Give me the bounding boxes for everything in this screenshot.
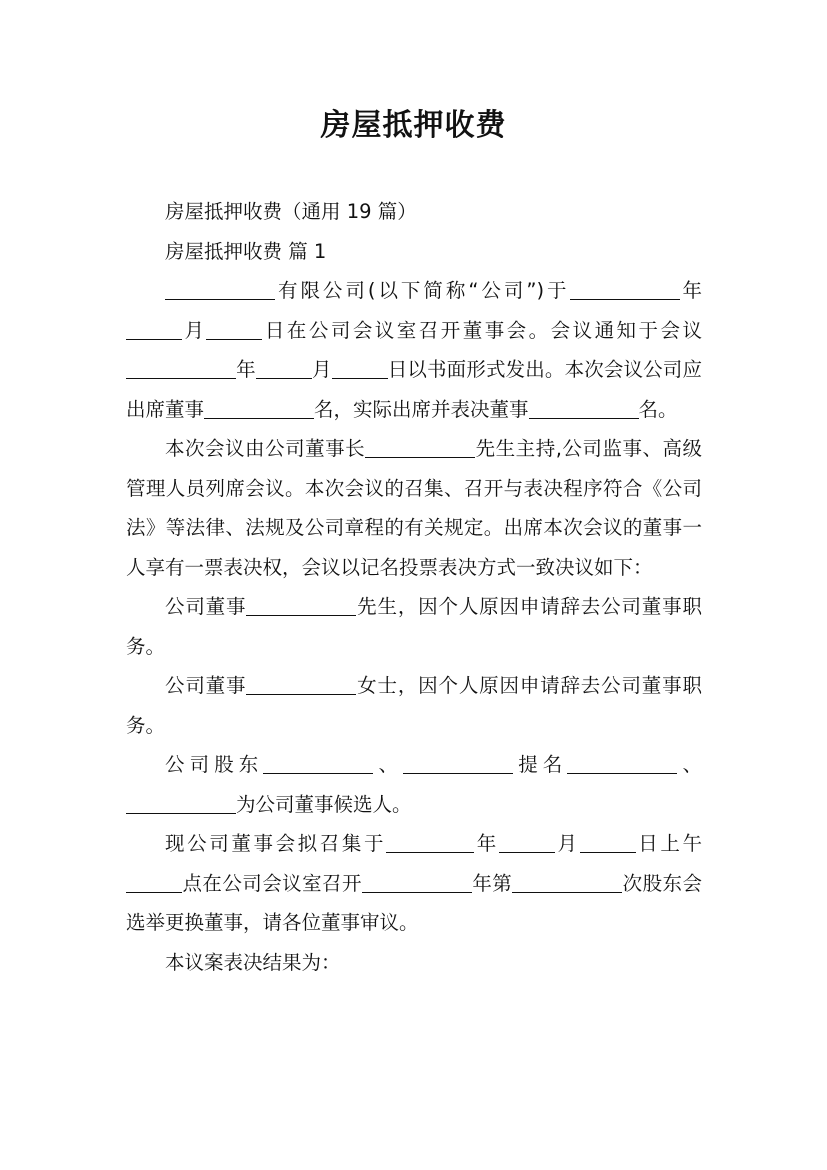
text-fragment: 提名	[513, 753, 568, 776]
text-fragment: 月	[554, 832, 580, 855]
blank-line	[386, 833, 474, 854]
heading-general: 房屋抵押收费（通用 19 篇）	[165, 200, 417, 223]
text-fragment: 先生主持,公司监事、高级管理人员列席会议。本次会议的召集、召开与表决程序符合《公司法》等法律、法规及公司章程的有关规定。出席本次会议的董事一人享有一票表决权，会议以记名投票表决方式一致决议如下：	[126, 437, 702, 579]
text-fragment: 年	[474, 832, 499, 855]
text-fragment: 现公司董事会拟召集于	[165, 832, 387, 855]
blank-line	[126, 359, 236, 380]
text-fragment: 公司董事	[165, 674, 247, 697]
paragraph-vote-result: 本议案表决结果为：	[165, 950, 341, 974]
text-fragment: 名。	[638, 397, 678, 421]
text-fragment: 、	[677, 753, 702, 776]
text-fragment: 次股东会选举更换董事，请各位董事审议。	[126, 871, 702, 934]
blank-line	[204, 398, 314, 419]
text-fragment: 年	[679, 279, 702, 302]
text-fragment: 日以书面形式发出。本次会议公司应出席董事	[126, 358, 702, 421]
heading-part-1: 房屋抵押收费 篇 1	[165, 239, 327, 263]
blank-line	[126, 319, 182, 340]
blank-line	[580, 833, 636, 854]
blank-line	[165, 280, 275, 301]
blank-line	[206, 319, 262, 340]
blank-line	[256, 359, 312, 380]
text-fragment: 公司董事	[165, 595, 247, 618]
text-fragment: 有限公司(以下简称“公司”)于	[275, 279, 570, 302]
blank-line	[263, 754, 373, 775]
blank-line	[332, 359, 388, 380]
text-fragment: 日上午	[635, 832, 702, 855]
blank-line	[126, 872, 182, 893]
blank-line	[567, 754, 677, 775]
blank-line	[529, 398, 639, 419]
document-body	[126, 192, 702, 982]
blank-line	[126, 793, 236, 814]
text-fragment: 年第	[471, 871, 513, 895]
text-fragment: 点在公司会议室召开	[182, 871, 362, 895]
text-fragment: 日在公司会议室召开董事会。会议通知于会议	[262, 318, 702, 342]
text-fragment: 月	[311, 358, 332, 381]
blank-line	[365, 438, 475, 459]
text-fragment: 、	[373, 753, 404, 776]
paragraph-meeting-notice	[126, 271, 702, 429]
paragraph-shareholder-meeting	[126, 824, 702, 943]
text-fragment: 名，实际出席并表决董事	[314, 397, 529, 421]
text-fragment: 月	[182, 318, 207, 342]
paragraph-meeting-chair	[126, 429, 702, 587]
blank-line	[246, 675, 356, 696]
text-fragment: 女士，因个人原因申请辞去公司董事职务。	[126, 674, 702, 737]
paragraph-nomination	[126, 745, 702, 824]
text-fragment: 公司股东	[165, 753, 264, 776]
text-fragment: 为公司董事候选人。	[236, 792, 412, 816]
blank-line	[499, 833, 555, 854]
text-fragment: 先生，因个人原因申请辞去公司董事职务。	[126, 595, 702, 658]
blank-line	[403, 754, 513, 775]
text-fragment: 本次会议由公司董事长	[165, 437, 366, 460]
text-fragment: 年	[236, 358, 256, 381]
blank-line	[362, 872, 472, 893]
blank-line	[570, 280, 680, 301]
document-title: 房屋抵押收费	[320, 108, 507, 143]
blank-line	[246, 596, 356, 617]
blank-line	[512, 872, 622, 893]
paragraph-director-resign-2	[126, 666, 702, 745]
paragraph-director-resign-1	[126, 587, 702, 666]
